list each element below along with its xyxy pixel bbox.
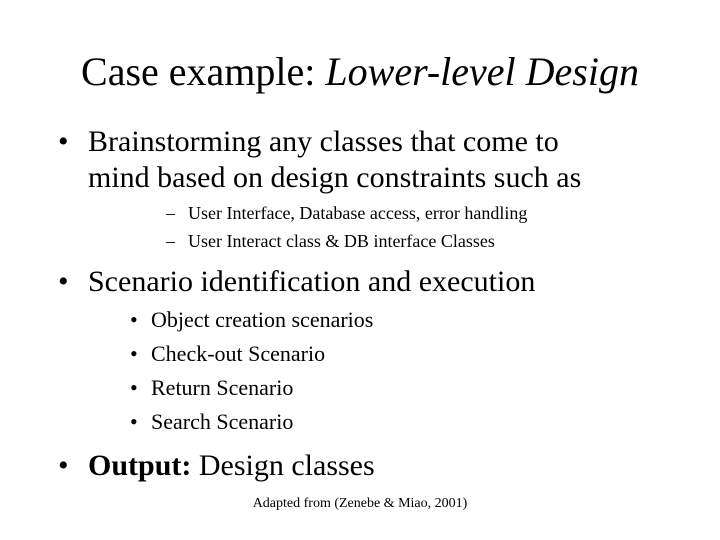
scenario-bullet-marker: • [130, 375, 138, 400]
sub-bullet-text: User Interact class & DB interface Classes [188, 231, 495, 251]
citation-footer: Adapted from (Zenebe & Miao, 2001) [252, 496, 468, 511]
slide-title-italic: Lower-level Design [325, 49, 639, 94]
output-label: Output: [88, 449, 192, 482]
sub-bullet-dash: – [166, 203, 175, 223]
bullet-text: Scenario identification and execution [88, 265, 536, 298]
bullet-text [88, 448, 375, 483]
bullet-text-line: Brainstorming any classes that come to [88, 125, 559, 158]
scenario-item-text: Search Scenario [151, 409, 294, 434]
scenario-item-text: Return Scenario [151, 375, 294, 400]
slide-title [0, 48, 720, 96]
sub-bullet-dash: – [166, 231, 175, 251]
scenario-bullet-marker: • [130, 341, 138, 366]
bullet-marker: • [58, 265, 69, 298]
output-value: Design classes [191, 449, 375, 482]
scenario-item-text: Check-out Scenario [151, 341, 326, 366]
slide-title-prefix: Case example: [81, 49, 326, 94]
sub-bullet-text: User Interface, Database access, error handling [188, 203, 528, 223]
bullet-text-line: mind based on design constraints such as [88, 161, 582, 194]
scenario-item-text: Object creation scenarios [151, 307, 374, 332]
scenario-bullet-marker: • [130, 409, 138, 434]
bullet-marker: • [58, 449, 69, 482]
bullet-marker: • [58, 125, 69, 158]
scenario-bullet-marker: • [130, 307, 138, 332]
